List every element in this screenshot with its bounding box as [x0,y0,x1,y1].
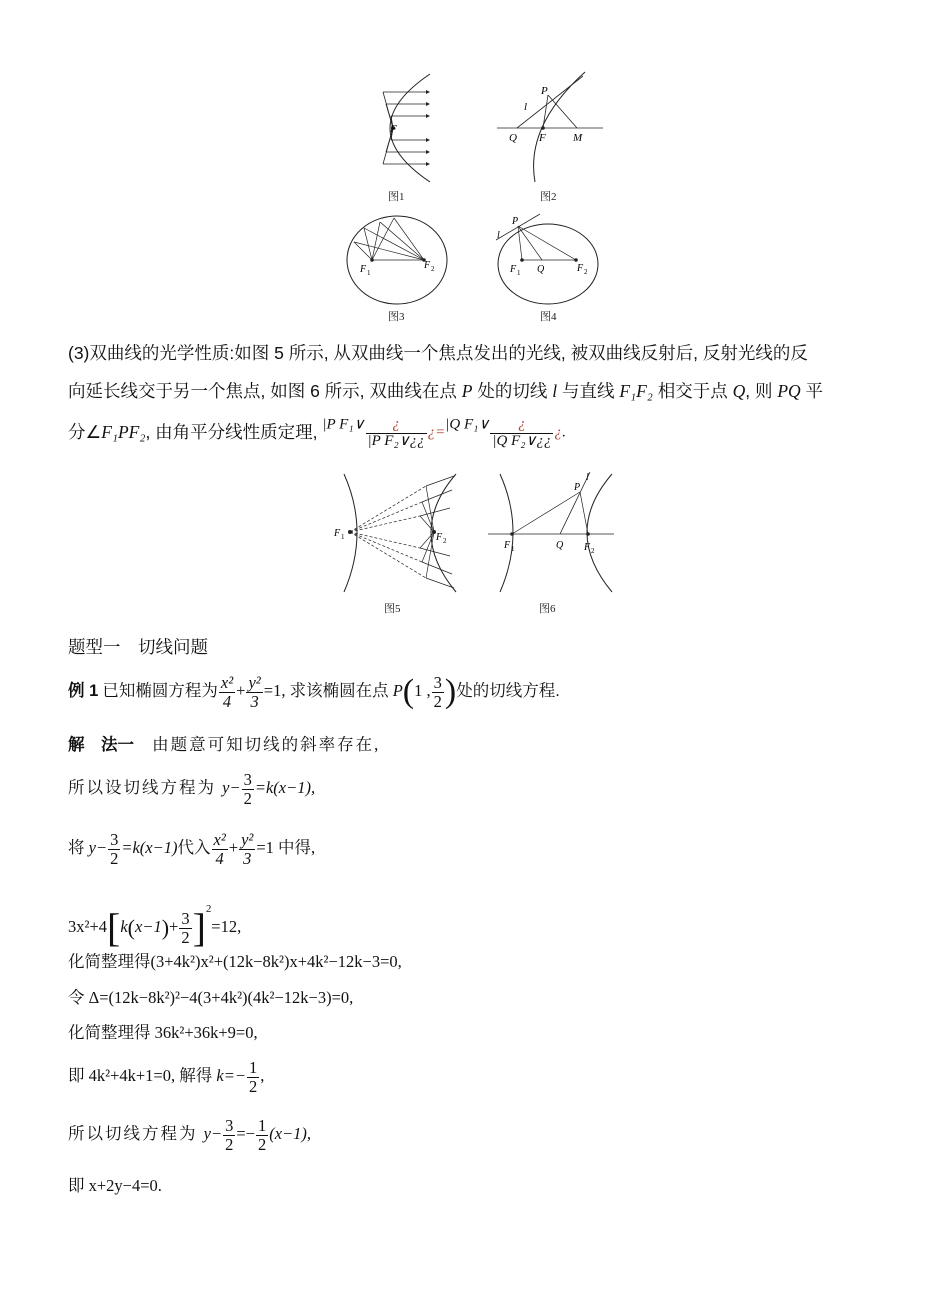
para3-l2b: 处的切线 [472,381,553,401]
figure-5 [330,470,460,598]
solution-line-9 [68,1112,311,1156]
fig5-label-F2: F [436,532,443,543]
fig6-label-Q: Q [556,540,564,551]
s3-frac-y [239,831,255,867]
formula-left-num: ¿ [366,417,427,434]
s3y: y² [241,830,254,850]
s8den: 2 [248,1076,258,1096]
fig2-label-Q: Q [509,132,517,144]
s8-frac [247,1059,259,1095]
fig3-label-F2: F [424,260,431,271]
example-text-b: , 求该椭圆在点 [281,681,393,700]
fig6-label-l: l [586,472,589,483]
s9num: 3 [225,1116,234,1136]
fig1-label-F: F [390,123,397,135]
s9a: 所以切线方程为 [68,1124,204,1143]
solution-line-10: 即 x+2y−4=0. [68,1176,162,1195]
formula-left-den: |P F₂∨¿¿ [367,432,425,449]
fig4-label-F2: F [577,263,584,274]
fig3-label-F1: F [360,264,367,275]
example-plus: + [236,681,246,700]
fig5-dashed-rays [350,486,426,578]
s3-frac-x [212,831,228,867]
fig3-sub-1: 1 [367,269,371,277]
figure-1 [360,66,460,186]
fig4-label-l: l [497,230,500,241]
fig4-label-P: P [512,216,519,227]
s3three: 3 [243,848,252,868]
para3-angle: F₁PF₂ [101,422,146,442]
caption-fig3: 图3 [388,311,405,323]
s3plus: + [228,838,239,857]
example-text-c: 处的切线方程. [456,682,560,700]
formula-right-den: |Q F₂∨¿¿ [492,432,552,449]
fig6-sub-2: 2 [591,547,595,555]
formula-right-num: ¿ [490,417,553,434]
example-coord-num: 3 [433,673,442,693]
para3-l2c: 与直线 [557,381,620,401]
example-three: 3 [250,691,259,711]
fig6-label-P: P [574,482,581,493]
fig6-label-F1: F [504,540,511,551]
figure-3 [344,212,450,308]
s4a: 3x²+4 [68,917,108,936]
para3-l2a: 向延长线交于另一个焦点, 如图 6 所示, 双曲线在点 [68,381,462,401]
s3four: 4 [215,848,224,868]
s9den: 2 [225,1134,234,1154]
solution-line-1 [68,731,380,755]
section-heading: 题型一 切线问题 [68,637,208,657]
right-paren: ) [444,673,457,711]
s2b: y− [222,778,241,797]
para3-line3 [68,410,888,454]
fig4-label-Q: Q [537,264,545,275]
para3-l3a: 分∠ [68,422,102,442]
left-paren: ( [402,673,415,711]
s9b: y− [203,1124,223,1143]
solution-line-7: 化简整理得 36k²+36k+9=0, [68,1023,258,1042]
s2den: 2 [243,788,252,808]
figure-6 [486,470,616,598]
s3x: x² [213,830,226,850]
left-bracket: [ [107,905,121,951]
formula-right-frac [490,417,553,450]
fig4-sub-2: 2 [584,268,588,276]
para3-l2f: 平 [800,381,824,401]
s4d: + [169,917,179,936]
fig5-label-F1: F [334,528,341,539]
example-coord-den: 2 [433,691,442,711]
fig2-label-P: P [541,85,548,97]
fig4-label-F1: F [510,264,517,275]
para3-Q: Q [732,381,746,401]
solution-line-2 [68,766,315,810]
para3-F1F2: F₁F₂ [619,381,653,401]
caption-fig1: 图1 [388,191,405,203]
para3-l2d: 相交于点 [652,381,733,401]
s4exp: 2 [205,903,212,915]
fig2-label-F: F [539,132,546,144]
example-coord-frac [432,674,444,710]
example-x2: x² [220,673,234,693]
s9num2: 1 [257,1116,267,1136]
example-text-a: 已知椭圆方程为 [102,681,218,700]
caption-fig4: 图4 [540,311,557,323]
s3d: 代入 [177,838,211,857]
fig6-label-F2: F [584,542,591,553]
s3c: =k(x−1) [121,838,178,857]
s3a: 将 [68,838,89,857]
formula-left-frac [366,417,427,450]
s3e: =1 中得, [256,838,316,857]
para3-l3b: , 由角平分线性质定理, [145,422,323,442]
paren-r: ) [161,915,170,941]
s9c: =− [236,1124,255,1143]
s9d: (x−1), [269,1124,312,1143]
fig2-label-l: l [524,101,528,113]
s4num: 3 [181,909,190,929]
solution-line-6: 令 Δ=(12k−8k²)²−4(3+4k²)(4k²−12k−3)=0, [68,988,354,1007]
para3-line2 [68,372,888,410]
fig5-sub-2: 2 [443,537,447,545]
paragraph-3 [68,334,888,454]
para3-PQ: PQ [777,381,801,401]
s4-frac [179,910,191,946]
s9den2: 2 [257,1134,267,1154]
fig5-sub-1: 1 [341,533,345,541]
example-P: P [392,681,403,700]
formula-dot: . [561,424,566,441]
caption-fig6: 图6 [539,603,556,615]
formula-end: ¿ [554,424,562,441]
caption-fig2: 图2 [540,191,557,203]
s3den: 2 [110,848,119,868]
figure-2 [495,66,605,186]
s3b: y− [88,838,108,857]
formula-right-top: |Q F₁∨ [445,416,490,433]
solution-line-5: 化简整理得(3+4k²)x²+(12k−8k²)x+4k²−12k−3=0, [68,952,402,971]
paren-l: ( [127,915,135,941]
s8num: 1 [248,1058,258,1078]
s9-frac [223,1117,235,1153]
s2a: 所以设切线方程为 [68,778,223,797]
solution-label: 解 法一 [68,736,134,754]
solution-s1: 由题意可知切线的斜率存在, [152,735,381,754]
s2num: 3 [243,770,252,790]
s9-frac-2 [256,1117,268,1153]
s2c: =k(x−1), [254,778,316,797]
fig2-label-M: M [573,132,583,144]
s4b: k [120,917,128,936]
fig3-sub-2: 2 [431,265,435,273]
example-eq1: =1 [263,681,282,700]
s8b: k=− [216,1066,246,1085]
s4c: x−1 [135,917,162,936]
s3num: 3 [110,830,119,850]
s8a: 即 4k²+4k+1=0, 解得 [68,1066,217,1085]
formula-left-top: |P F₁∨ [322,416,365,433]
s2-frac [242,771,254,807]
formula-mid: ¿= [427,424,446,441]
fig6-sub-1: 1 [511,545,515,553]
example-label: 例 1 [68,682,99,700]
para3-l: l [552,381,558,401]
s4den: 2 [181,927,190,947]
para3-line1: (3)双曲线的光学性质:如图 5 所示, 从双曲线一个焦点发出的光线, 被双曲线反射后, 反射光线的反 [68,343,808,363]
solution-line-4 [68,884,242,951]
caption-fig5: 图5 [384,603,401,615]
solution-line-3 [68,824,315,872]
example-frac-y [246,674,262,710]
figure-4 [492,212,604,308]
para3-l2e: , 则 [745,381,778,401]
para3-P: P [461,381,473,401]
right-bracket: ] [192,905,206,951]
s3-frac [108,831,120,867]
s8c: , [260,1066,265,1085]
example-frac-x [219,674,235,710]
fig4-sub-1: 1 [517,269,521,277]
solution-line-8 [68,1054,264,1098]
example-coord-1: 1 , [414,681,431,700]
s4e: =12, [211,917,242,936]
example-1 [68,666,560,716]
example-four: 4 [222,691,232,711]
example-y2: y² [248,673,261,693]
bisector-formula [322,417,565,450]
fig6-right-branch [587,474,612,592]
